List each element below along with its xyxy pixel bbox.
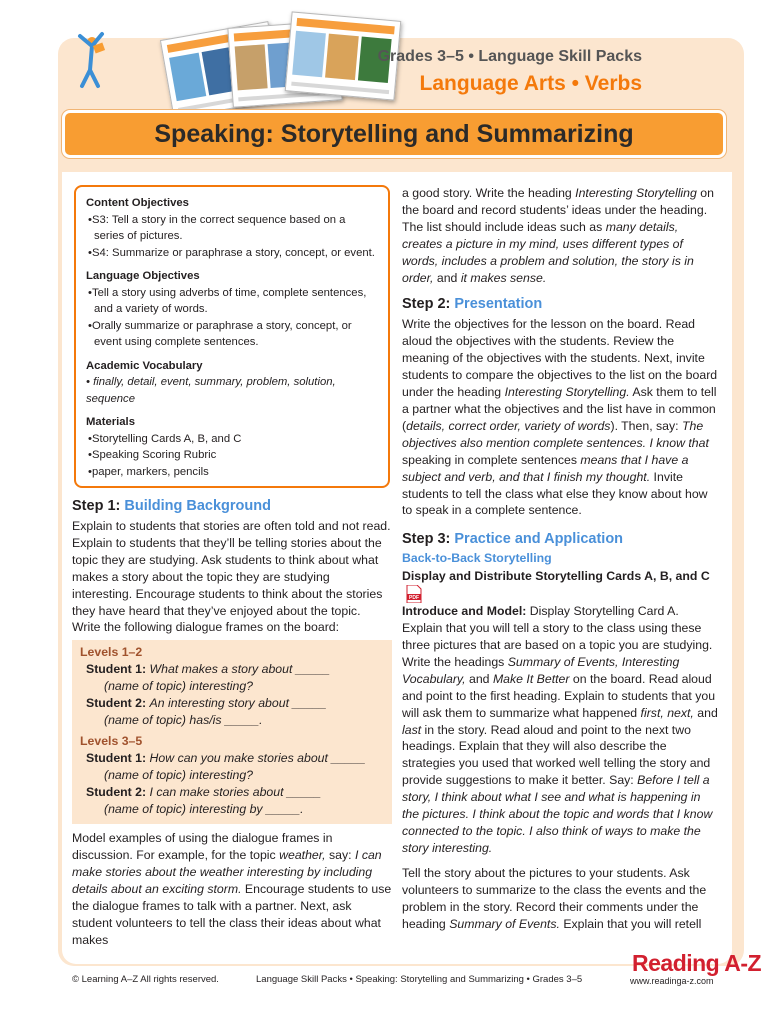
material-item: •paper, markers, pencils: [88, 465, 209, 478]
grades-label: Grades 3–5 • Language Skill Packs: [377, 48, 642, 65]
dialogue-frame: [80, 784, 386, 801]
frame-continuation: [80, 801, 386, 818]
speaker-label: Student 2:: [86, 785, 147, 800]
left-column: [72, 185, 392, 949]
frame-text: (name of topic) has/is _____.: [104, 713, 263, 728]
dialogue-frame: [80, 750, 386, 767]
dialogue-frame: [80, 695, 386, 712]
dialogue-frame: [80, 661, 386, 678]
reading-az-logo: Reading A-Z: [632, 950, 762, 976]
frame-text: An interesting story about _____: [149, 696, 327, 711]
materials-heading: Materials: [86, 416, 135, 428]
speaker-label: Student 2:: [86, 696, 147, 711]
step2-heading: [402, 296, 720, 312]
activity-subheading: Back-to-Back Storytelling: [402, 551, 552, 566]
pdf-icon-label: PDF: [409, 595, 419, 602]
vocabulary-list: • finally, detail, event, summary, problem, solution, sequence: [86, 376, 336, 405]
display-cards-heading: [402, 568, 720, 603]
step3-heading: [402, 531, 720, 547]
step2-name: Presentation: [454, 296, 543, 313]
step1-model-paragraph: Model examples of using the dialogue frames in discussion. For example, for the topic weather, say: I can make stories about the weather interesting by including details about an exciting storm. Encourage students to use the dialogue frames to talk with a partner. Next, ask student volunteers to tell the class their ideas about what makes: [72, 831, 392, 947]
speaker-label: Student 1:: [86, 751, 147, 766]
reader-figure-logo: [72, 30, 112, 92]
step1-label: Step 1:: [72, 498, 121, 514]
frame-text: (name of topic) interesting by _____.: [104, 802, 304, 817]
tell-story-paragraph: Tell the story about the pictures to your students. Ask volunteers to summarize to the class the events and the problem in the story. Record their comments under the heading Summary of Events. Explain that you will retell: [402, 865, 707, 931]
step3-label: Step 3:: [402, 531, 451, 548]
frame-continuation: [80, 712, 386, 729]
introduce-model-paragraph: Introduce and Model: Display Storytelling Card A. Explain that you will tell a story to the class using these three pictures that are based on a topic you are studying. Write the headings Summary of Events, Interesting Vocabulary, and Make It Better on the board. Read aloud and point to the first heading. Explain to students that you will ask them to summarize what happened first, next, and last in the story. Read aloud and point to the next two headings. Explain that they will also describe the strategies you used that worked well telling the story and provide suggestions to make it better. Say: Before I tell a story, I think about what I see and what is happening in the pictures. I think about the topic and words that I know connected to the topic. I also think of ways to make the story interesting.: [402, 604, 718, 855]
frame-text: How can you make stories about _____: [149, 751, 366, 766]
step2-label: Step 2:: [402, 296, 451, 313]
title-banner: [62, 110, 726, 158]
subject-label: Language Arts • Verbs: [419, 72, 642, 95]
frame-text: (name of topic) interesting?: [104, 768, 254, 783]
objective-item: •S4: Summarize or paraphrase a story, concept, or event.: [88, 246, 375, 259]
material-item: •Speaking Scoring Rubric: [88, 449, 217, 461]
academic-vocabulary-heading: Academic Vocabulary: [86, 359, 203, 372]
levels-heading: Levels 3–5: [80, 734, 143, 749]
language-objectives-heading: Language Objectives: [86, 270, 200, 282]
objective-item: •Tell a story using adverbs of time, complete sentences, and a variety of words.: [88, 286, 367, 315]
dialogue-frames: [72, 640, 392, 824]
storytelling-card-thumbnails: [160, 12, 400, 108]
page-title: Speaking: Storytelling and Summarizing: [154, 119, 634, 148]
frame-continuation: [80, 678, 386, 695]
display-cards-text: Display and Distribute Storytelling Cards A, B, and C: [402, 569, 710, 584]
step1-heading: [72, 498, 392, 514]
right-column: [402, 185, 720, 932]
step1-continuation: a good story. Write the heading Interesting Storytelling on the board and record students’ ideas under the heading. The list should include ideas such as many details, creates a picture in my mind, uses different types of words, includes a problem and solution, the story is in order, and it makes sense.: [402, 186, 714, 285]
frame-text: (name of topic) interesting?: [104, 679, 254, 694]
objective-item: •Orally summarize or paraphrase a story, concept, or event using complete sentences.: [88, 319, 352, 348]
objectives-box: [74, 185, 390, 488]
frame-text: I can make stories about _____: [149, 785, 322, 800]
pdf-icon[interactable]: [406, 585, 422, 603]
frame-continuation: [80, 767, 386, 784]
footer-title: Language Skill Packs • Speaking: Storytelling and Summarizing • Grades 3–5: [256, 974, 583, 985]
copyright-notice: © Learning A–Z All rights reserved.: [72, 974, 219, 985]
material-item: •Storytelling Cards A, B, and C: [88, 432, 242, 445]
levels-heading: Levels 1–2: [80, 645, 143, 660]
step1-paragraph: Explain to students that stories are often told and not read. Explain to students that they’ll be telling stories about the topic they are studying. Ask students to think about what makes a story about the topic they are studying interesting. Encourage students to think about the stories they have heard that they’ve enjoyed about the topic. Write the following dialogue frames on the board:: [72, 519, 391, 635]
frame-text: What makes a story about _____: [149, 662, 331, 677]
content-objectives-heading: Content Objectives: [86, 197, 189, 209]
step1-name: Building Background: [124, 498, 271, 514]
step3-name: Practice and Application: [454, 531, 624, 548]
objective-item: •S3: Tell a story in the correct sequence based on a series of pictures.: [88, 213, 346, 242]
speaker-label: Student 1:: [86, 662, 147, 677]
website-url[interactable]: www.readinga-z.com: [630, 976, 714, 986]
step2-paragraph: Write the objectives for the lesson on the board. Read aloud the objectives with the students. Review the meaning of the objectives with the students. Next, invite students to compare the objectives to the list on the board under the heading Interesting Storytelling. Ask them to tell a partner what the objectives and the list have in common (details, correct order, variety of words). Then, say: The objectives also mention complete sentences. I know that speaking in complete sentences means that I have a subject and verb, and that I finish my thought. Invite students to tell the class what else they know about how to speak in a complete sentence.: [402, 317, 718, 518]
